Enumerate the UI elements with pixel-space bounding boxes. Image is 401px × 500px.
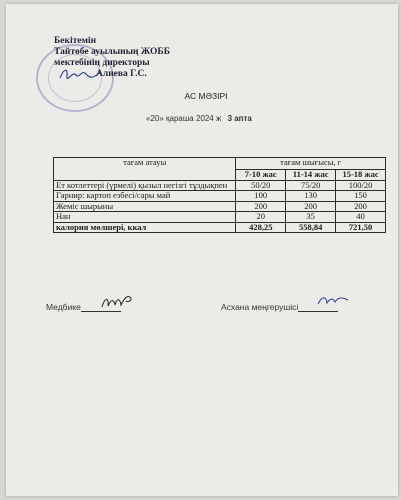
dish-name: Нан [54, 212, 236, 223]
chef-signature [316, 294, 350, 308]
total-value: 428,25 [236, 222, 286, 233]
nurse-signature [100, 293, 134, 311]
portion-value: 40 [336, 212, 386, 223]
page-title: АС МӘЗІРІ [184, 91, 228, 101]
nurse-label: Медбике [46, 302, 81, 312]
total-value: 721,50 [336, 222, 386, 233]
table-row [54, 201, 386, 212]
signature-underline [298, 311, 338, 312]
header-dish-name: тағам атауы [54, 158, 236, 181]
portion-value: 20 [236, 212, 286, 223]
dish-name: Жеміс шырыны [54, 201, 236, 212]
dish-name: Гарнир: картоп езбесі/сары май [54, 191, 236, 202]
date-text: «20» қараша 2024 ж [146, 114, 222, 123]
week-label: 3 апта [227, 114, 252, 123]
approval-line-2: Тайтөбе ауылының ЖОББ [54, 47, 170, 57]
portion-value: 75/20 [286, 180, 336, 191]
total-row [54, 222, 386, 233]
portion-value: 100 [236, 191, 286, 202]
menu-document [6, 4, 398, 496]
approval-line-3: мектебінің директоры [54, 58, 150, 68]
total-value: 558,84 [286, 222, 336, 233]
header-age-2: 11-14 жас [286, 170, 336, 181]
menu-table [53, 157, 386, 233]
portion-value: 35 [286, 212, 336, 223]
menu-date [146, 114, 326, 123]
portion-value: 200 [286, 201, 336, 212]
portion-value: 200 [236, 201, 286, 212]
total-label: калория мөлшері, ккал [54, 222, 236, 233]
portion-value: 50/20 [236, 180, 286, 191]
header-age-3: 15-18 жас [336, 170, 386, 181]
portion-value: 100/20 [336, 180, 386, 191]
signature-underline [81, 311, 121, 312]
header-age-1: 7-10 жас [236, 170, 286, 181]
dish-name: Ет котлеттері (үрмелі) қызыл негізгі тұздықпен [54, 180, 236, 191]
table-row [54, 180, 386, 191]
director-signature [58, 66, 102, 82]
portion-value: 200 [336, 201, 386, 212]
director-name: Алиева Г.С. [96, 69, 147, 79]
table-row [54, 191, 386, 202]
portion-value: 130 [286, 191, 336, 202]
header-output: тағам шығысы, г [236, 158, 386, 170]
approval-line-1: Бекітемін [54, 36, 97, 46]
table-row [54, 212, 386, 223]
portion-value: 150 [336, 191, 386, 202]
chef-label: Асхана меңгерушісі [221, 302, 299, 312]
